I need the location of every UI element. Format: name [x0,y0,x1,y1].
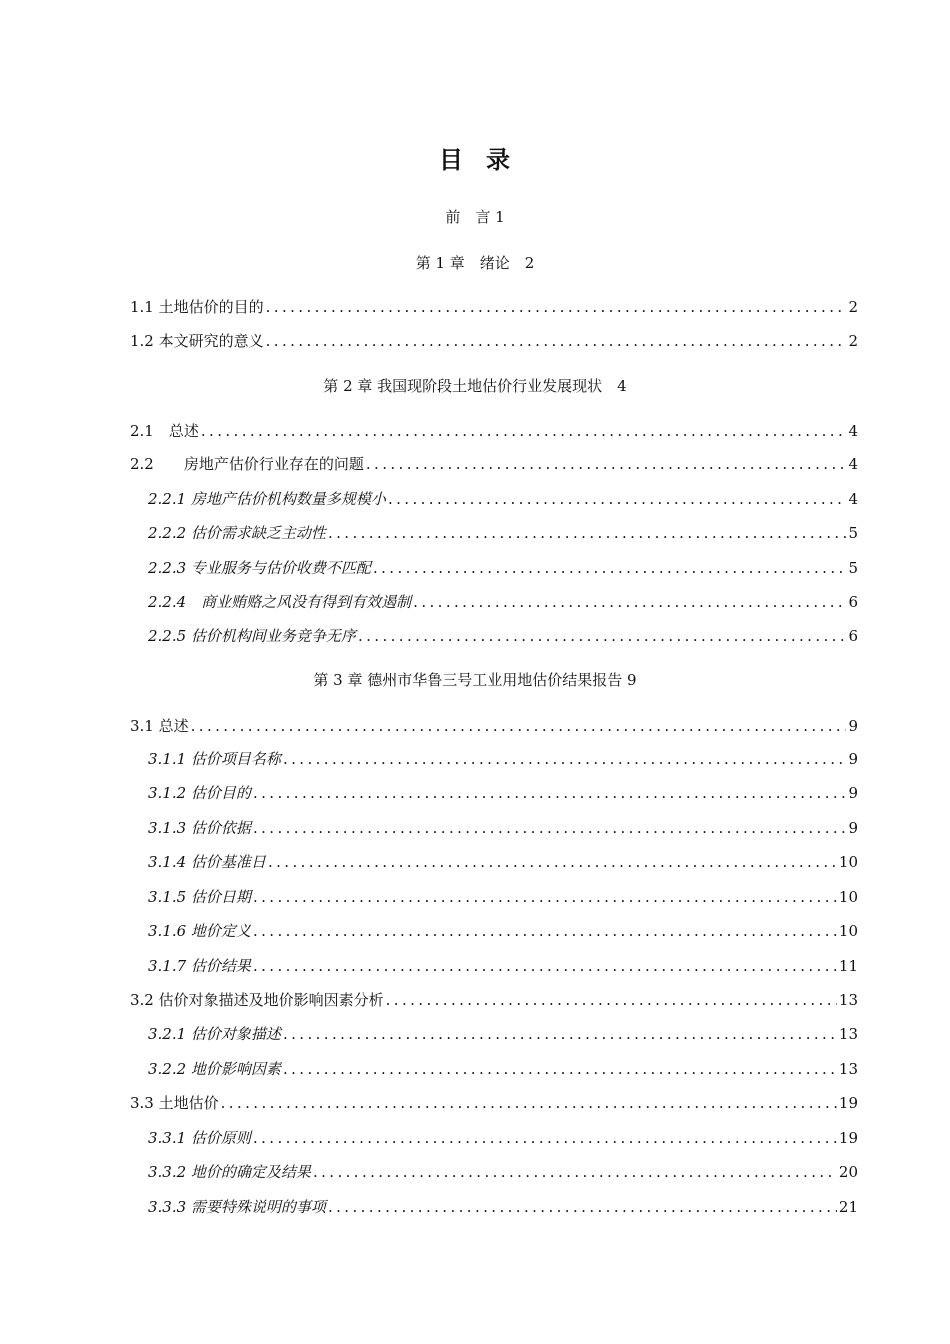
toc-entry-page: 6 [848,593,858,611]
toc-entry-page: 21 [838,1198,858,1216]
toc-entry-label: 3.1.1 估价项目名称 [148,750,281,768]
toc-entry-page: 9 [848,717,858,735]
toc-entry-label: 3.3.2 地价的确定及结果 [148,1163,311,1181]
toc-entry-label: 3.2 估价对象描述及地价影响因素分析 [130,991,384,1009]
toc-entry-page: 20 [838,1163,858,1181]
toc-entry-page: 11 [838,957,858,975]
dot-leader [268,850,837,874]
toc-entry-label: 2.2.4 商业贿赂之风没有得到有效遏制 [148,593,412,611]
dot-leader [313,1160,837,1184]
toc-entry-label: 3.1.7 估价结果 [148,957,251,975]
toc-entry-page: 4 [848,455,858,473]
dot-leader [413,590,846,614]
toc-entry-label: 2.2.2 估价需求缺乏主动性 [148,524,326,542]
dot-leader [386,988,837,1012]
toc-entry-label: 3.1.2 估价目的 [148,784,251,802]
toc-entry-label: 2.2 房地产估价行业存在的问题 [130,455,364,473]
toc-entry-2-2-3[interactable] [148,556,858,580]
toc-entry-label: 3.1.3 估价依据 [148,819,251,837]
toc-entry-label: 3.1.6 地价定义 [148,922,251,940]
toc-entry-3-2-2[interactable] [148,1057,858,1081]
toc-entry-3-1-3[interactable] [148,816,858,840]
toc-entry-2-2-4[interactable] [148,590,858,614]
dot-leader [283,747,847,771]
toc-entry-3-1-6[interactable] [148,919,858,943]
dot-leader [328,1195,837,1219]
toc-entry-label: 3.3.3 需要特殊说明的事项 [148,1198,326,1216]
toc-entry-label: 3.1.5 估价日期 [148,888,251,906]
toc-entry-1-1[interactable] [130,295,858,319]
toc-entry-label: 3.1.4 估价基准日 [148,853,266,871]
toc-chapter-3[interactable]: 第 3 章 德州市华鲁三号工业用地估价结果报告 9 [313,671,637,689]
toc-entry-page: 10 [838,853,858,871]
toc-entry-label: 3.3.1 估价原则 [148,1129,251,1147]
dot-leader [253,781,847,805]
dot-leader [253,1126,837,1150]
page-title [0,140,950,180]
toc-entry-page: 6 [848,627,858,645]
toc-chapter-1[interactable]: 第 1 章 绪论 2 [415,254,535,272]
toc-entry-3-1-2[interactable] [148,781,858,805]
toc-chapter-2[interactable]: 第 2 章 我国现阶段土地估价行业发展现状 4 [323,377,627,395]
toc-entry-2-2-2[interactable] [148,521,858,545]
toc-entry-3-1-7[interactable] [148,954,858,978]
dot-leader [253,885,837,909]
toc-entry-label: 2.2.5 估价机构间业务竞争无序 [148,627,356,645]
dot-leader [328,521,847,545]
toc-entry-label: 2.2.3 专业服务与估价收费不匹配 [148,559,371,577]
toc-entry-page: 4 [848,490,858,508]
toc-entry-2-1[interactable] [130,419,858,443]
title-part-1: 目 [439,146,464,174]
toc-entry-1-2[interactable] [130,329,858,353]
toc-entry-page: 9 [848,819,858,837]
toc-entry-3-3-3[interactable] [148,1195,858,1219]
dot-leader [358,624,847,648]
toc-entry-2-2-1[interactable] [148,487,858,511]
toc-entry-3-1-1[interactable] [148,747,858,771]
toc-entry-page: 5 [848,524,858,542]
toc-entry-page: 5 [848,559,858,577]
toc-entry-page: 10 [838,888,858,906]
dot-leader [373,556,847,580]
toc-entry-3-3[interactable] [130,1091,858,1115]
toc-entry-page: 19 [838,1094,858,1112]
dot-leader [201,419,847,443]
dot-leader [266,329,847,353]
dot-leader [388,487,847,511]
toc-entry-page: 2 [848,298,858,316]
toc-entry-3-1[interactable] [130,714,858,738]
toc-entry-label: 3.1 总述 [130,717,189,735]
dot-leader [283,1022,837,1046]
dot-leader [283,1057,837,1081]
dot-leader [221,1091,837,1115]
toc-entry-3-1-5[interactable] [148,885,858,909]
toc-entry-page: 13 [838,1025,858,1043]
toc-entry-3-3-1[interactable] [148,1126,858,1150]
toc-entry-page: 9 [848,750,858,768]
dot-leader [366,452,847,476]
toc-entry-label: 3.2.2 地价影响因素 [148,1060,281,1078]
dot-leader [191,714,847,738]
toc-entry-label: 1.1 土地估价的目的 [130,298,264,316]
dot-leader [253,816,847,840]
toc-entry-3-3-2[interactable] [148,1160,858,1184]
toc-entry-page: 13 [838,1060,858,1078]
toc-entry-label: 3.2.1 估价对象描述 [148,1025,281,1043]
toc-entry-page: 10 [838,922,858,940]
toc-entry-3-2[interactable] [130,988,858,1012]
toc-entry-label: 1.2 本文研究的意义 [130,332,264,350]
toc-preface[interactable]: 前 言 1 [445,208,505,226]
toc-entry-3-1-4[interactable] [148,850,858,874]
title-part-2: 录 [486,146,511,174]
dot-leader [253,919,837,943]
dot-leader [266,295,847,319]
toc-entry-page: 19 [838,1129,858,1147]
toc-entry-3-2-1[interactable] [148,1022,858,1046]
toc-entry-page: 4 [848,422,858,440]
toc-entry-page: 9 [848,784,858,802]
toc-entry-2-2[interactable] [130,452,858,476]
toc-entry-page: 13 [838,991,858,1009]
toc-entry-page: 2 [848,332,858,350]
toc-entry-label: 3.3 土地估价 [130,1094,219,1112]
toc-entry-label: 2.1 总述 [130,422,199,440]
dot-leader [253,954,837,978]
toc-entry-label: 2.2.1 房地产估价机构数量多规模小 [148,490,386,508]
toc-entry-2-2-5[interactable] [148,624,858,648]
